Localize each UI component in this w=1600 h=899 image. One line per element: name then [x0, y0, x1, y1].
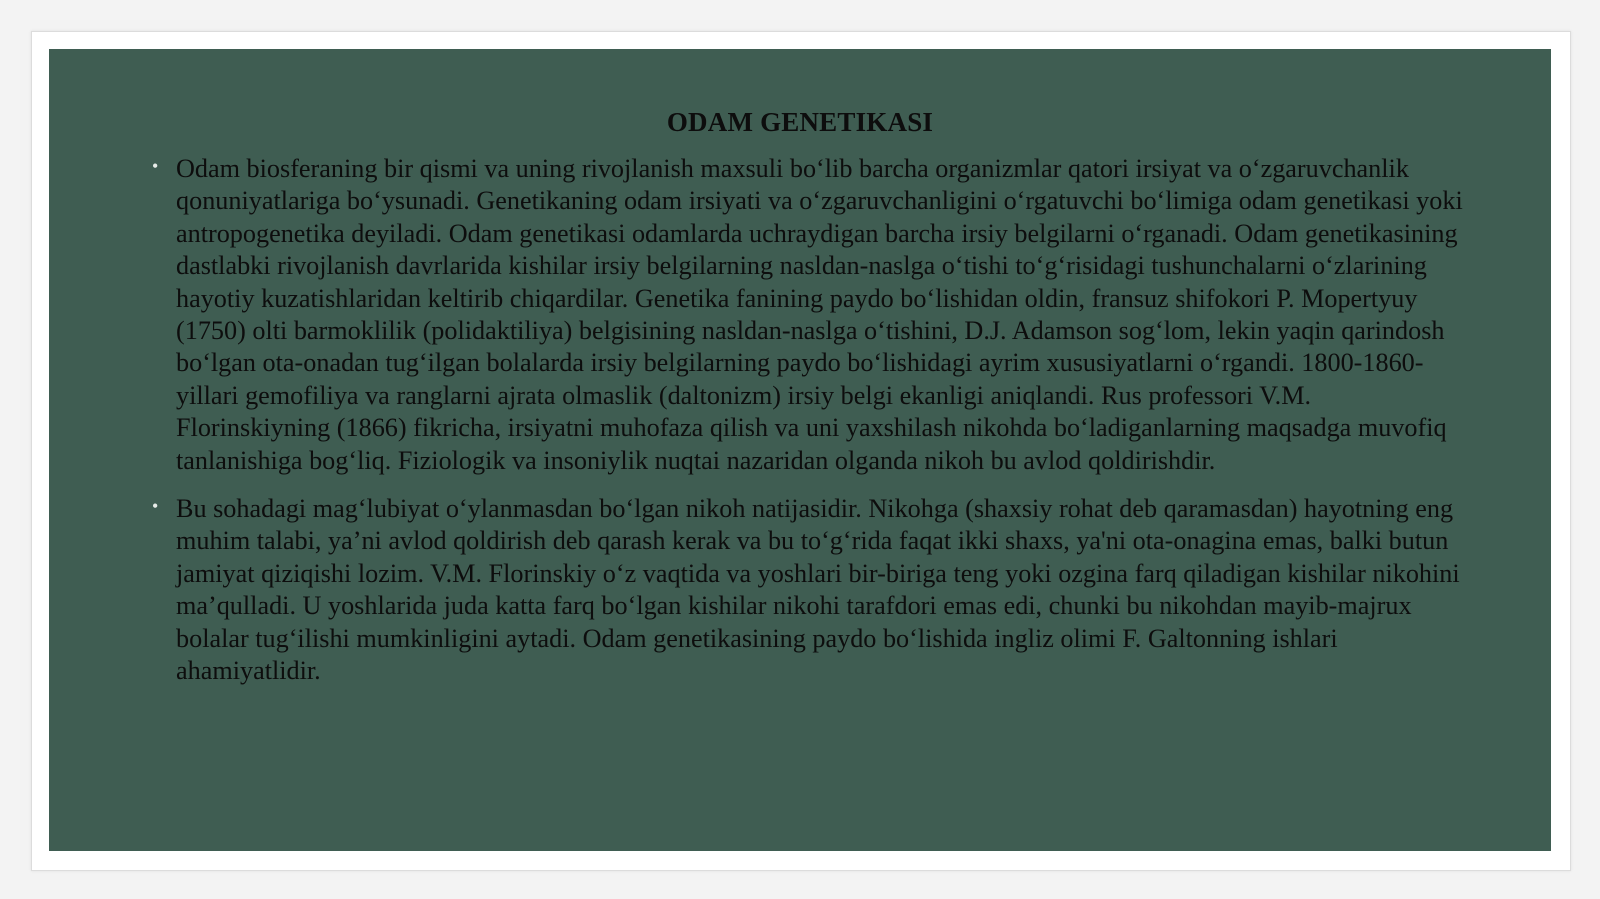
bullet-dot-icon: •: [152, 156, 159, 176]
bullet-item: [150, 493, 1470, 687]
bullet-text: Odam biosferaning bir qismi va uning rivojlanish maxsuli boʻlib barcha organizmlar qatori irsiyat va oʻzgaruvchanlik qonuniyatlariga boʻysunadi. Genetikaning odam irsiyati va oʻzgaruvchanligini oʻrgatuvchi boʻlimiga odam genetikasi yoki antropogenetika deyiladi. Odam genetikasi odamlarda uchraydigan barcha irsiy belgilarni oʻrganadi. Odam genetikasining dastlabki rivojlanish davrlarida kishilar irsiy belgilarning nasldan-naslga oʻtishi toʻgʻrisidagi tushunchalarni oʻzlarining hayotiy kuzatishlaridan keltirib chiqardilar. Genetika fanining paydo boʻlishidan oldin, fransuz shifokori P. Mopertyuy (1750) olti barmoklilik (polidaktiliya) belgisining nasldan-naslga oʻtishini, D.J. Adamson sogʻlom, lekin yaqin qarindosh boʻlgan ota-onadan tugʻilgan bolalarda irsiy belgilarning paydo boʻlishidagi ayrim xususiyatlarni oʻrgandi. 1800-1860-yillari gemofiliya va ranglarni ajrata olmaslik (daltonizm) irsiy belgi ekanligi aniqlandi. Rus professori V.M. Florinskiyning (1866) fikricha, irsiyatni muhofaza qilish va uni yaxshilash nikohda boʻladiganlarning maqsadga muvofiq tanlanishiga bogʻliq. Fiziologik va insoniylik nuqtai nazaridan olganda nikoh bu avlod qoldirishdir.: [176, 154, 1463, 475]
bullet-item: [150, 153, 1470, 477]
bullet-list: [150, 153, 1470, 704]
slide-title: ODAM GENETIKASI: [666, 107, 934, 137]
slide: [49, 49, 1551, 851]
bullet-text: Bu sohadagi magʻlubiyat oʻylanmasdan boʻlgan nikoh natijasidir. Nikohga (shaxsiy rohat deb qaramasdan) hayotning eng muhim talabi, ya’ni avlod qoldirish deb qarash kerak va bu toʻgʻrida faqat ikki shaxs, ya'ni ota-onagina emas, balki butun jamiyat qiziqishi lozim. V.M. Florinskiy oʻz vaqtida va yoshlari bir-biriga teng yoki ozgina farq qiladigan kishilar nikohini ma’qulladi. U yoshlarida juda katta farq boʻlgan kishilar nikohi tarafdori emas edi, chunki bu nikohdan mayib-majrux bolalar tugʻilishi mumkinligini aytadi. Odam genetikasining paydo boʻlishida ingliz olimi F. Galtonning ishlari ahamiyatlidir.: [176, 494, 1460, 686]
bullet-dot-icon: •: [152, 496, 159, 517]
